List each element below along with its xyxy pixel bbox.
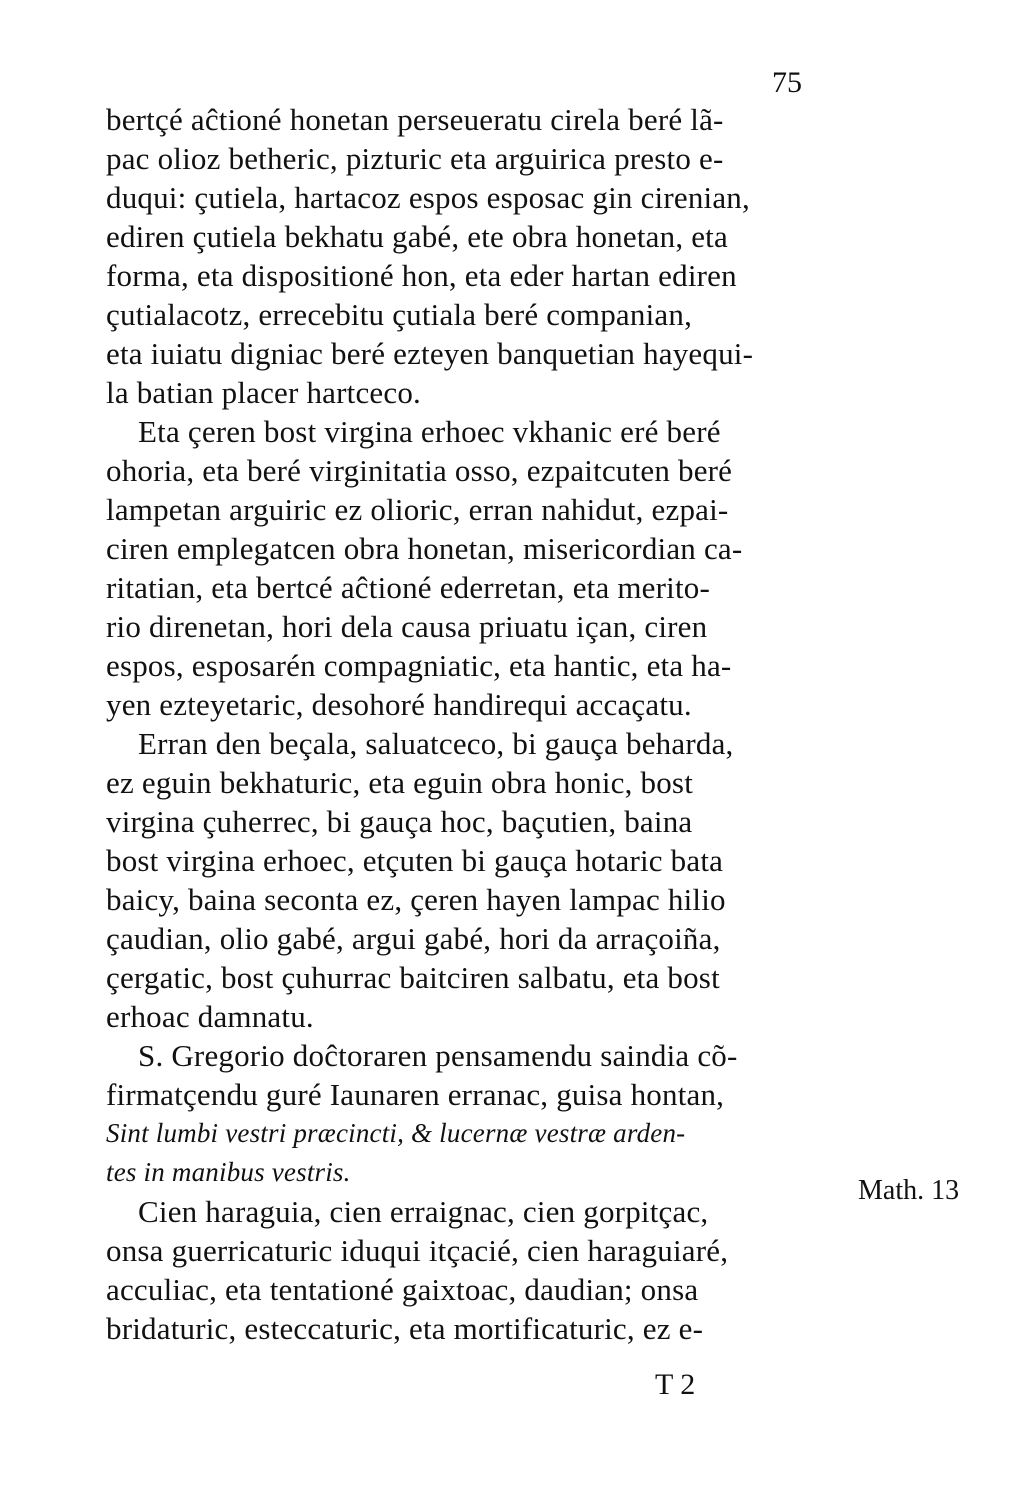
text-line: ciren emplegatcen obra honetan, misericordian ca- xyxy=(106,531,743,566)
text-line: çaudian, olio gabé, argui gabé, hori da arraçoiña, xyxy=(106,921,721,956)
text-line: pac olioz betheric, pizturic eta arguirica presto e- xyxy=(106,141,724,176)
latin-quote-line: Sint lumbi vestri præcincti, & lucernæ vestræ arden- xyxy=(106,1118,686,1148)
text-line: espos, esposarén compagniatic, eta hantic, eta ha- xyxy=(106,648,732,683)
text-line: çutialacotz, errecebitu çutiala beré companian, xyxy=(106,297,693,332)
text-line: ritatian, eta bertcé aĉtioné ederretan, eta merito- xyxy=(106,570,711,605)
signature-mark: T 2 xyxy=(655,1368,696,1401)
latin-quote-line: tes in manibus vestris. xyxy=(106,1157,351,1187)
text-line: ez eguin bekhaturic, eta eguin obra honic, bost xyxy=(106,765,694,800)
text-line: virgina çuherrec, bi gauça hoc, baçutien, baina xyxy=(106,804,693,839)
text-line: eta iuiatu digniac beré ezteyen banquetian hayequi- xyxy=(106,336,754,371)
text-line: la batian placer hartceco. xyxy=(106,375,422,410)
text-line: bertçé aĉtioné honetan perseueratu cirela beré lã- xyxy=(106,102,724,137)
text-line: acculiac, eta tentationé gaixtoac, daudian; onsa xyxy=(106,1272,699,1307)
text-line: lampetan arguiric ez olioric, erran nahidut, ezpai- xyxy=(106,492,729,527)
text-line: forma, eta dispositioné hon, eta eder hartan ediren xyxy=(106,258,737,293)
text-line: Erran den beçala, saluatceco, bi gauça beharda, xyxy=(138,726,734,761)
text-line: çergatic, bost çuhurrac baitciren salbatu, eta bost xyxy=(106,960,720,995)
page-number: 75 xyxy=(772,66,802,99)
text-line: duqui: çutiela, hartacoz espos esposac gin cirenian, xyxy=(106,180,750,215)
text-line: Cien haraguia, cien erraignac, cien gorpitçac, xyxy=(138,1194,709,1229)
text-line: baicy, baina seconta ez, çeren hayen lampac hilio xyxy=(106,882,726,917)
margin-reference: Math. 13 xyxy=(858,1175,960,1206)
text-line: onsa guerricaturic iduqui itçacié, cien haraguiaré, xyxy=(106,1233,729,1268)
body-text xyxy=(106,100,858,1348)
text-line: Eta çeren bost virgina erhoec vkhanic eré beré xyxy=(138,414,721,449)
text-line: firmatçendu guré Iaunaren erranac, guisa hontan, xyxy=(106,1077,725,1112)
text-line: rio direnetan, hori dela causa priuatu içan, ciren xyxy=(106,609,708,644)
text-line: yen ezteyetaric, desohoré handirequi accaçatu. xyxy=(106,687,692,722)
text-line: bost virgina erhoec, etçuten bi gauça hotaric bata xyxy=(106,843,724,878)
text-line: bridaturic, esteccaturic, eta mortificaturic, ez e- xyxy=(106,1311,704,1346)
text-line: erhoac damnatu. xyxy=(106,999,314,1034)
text-line: ohoria, eta beré virginitatia osso, ezpaitcuten beré xyxy=(106,453,733,488)
text-line: S. Gregorio doĉtoraren pensamendu saindia cõ- xyxy=(138,1038,738,1073)
text-line: ediren çutiela bekhatu gabé, ete obra honetan, eta xyxy=(106,219,728,254)
